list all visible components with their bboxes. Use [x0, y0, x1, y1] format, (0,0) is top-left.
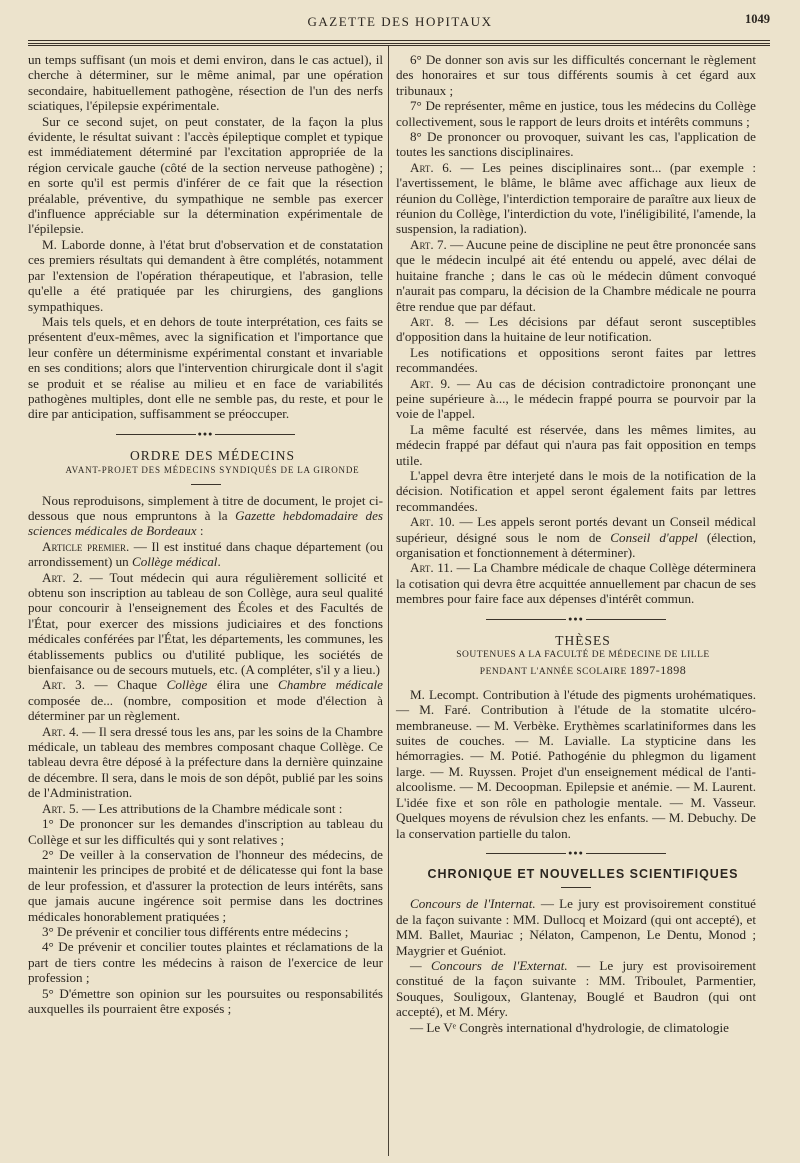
ornament-divider: ●●●	[396, 847, 756, 861]
paragraph: Mais tels quels, et en dehors de toute interprétation, ces faits se présentent d'eux-mêmes, avec la signification et l'importance que leur confère un déterminisme expérimental constant et invariable en ses conditions; alors que l'intervention chirurgicale dont il s'agit se produit et se réalise au milieu et en face de variabilités pathogènes multiples, dont elle ne semble pas, du reste, et pour le dire par anticipation, suffisamment se préoccuper.	[28, 313, 383, 422]
attribution-item: 2° De veiller à la conservation de l'honneur des médecins, de maintenir les principes de probité et de délicatesse qui font la base de leur profession, et d'assurer la protection de leurs intérêts, sans que jamais aucune ingérence soit permise dans les doctrines médicales honorablement pratiquées ;	[28, 846, 383, 924]
attribution-item: 3° De prévenir et concilier tous différents entre médecins ;	[42, 923, 349, 939]
attribution-item: 6° De donner son avis sur les difficultés concernant le règlement des honoraires et sur tous différents soumis à cet égard aux tribunaux ;	[396, 52, 756, 98]
article-6: Art. 6. — Les peines disciplinaires sont... (par exemple : l'avertissement, le blâme, le blâme avec affichage aux lieux de réunion du Collège, l'interdiction temporaire de paraître aux lieux de réunion du Collège, l'interdiction du vote, l'inéligibilité, l'amende, la suspension, la radiation).	[396, 159, 756, 237]
theses-list: M. Lecompt. Contribution à l'étude des pigments urohématiques. — M. Faré. Contribution à l'étude de la stomatite ulcéro-membraneuse. — M. Verbèke. Erythèmes scarlatiniformes dans les suites de couches. — M. Lavialle. La stypticine dans les hémorragies. — M. Potié. Pathogénie du phlegmon du ligament large. — M. Ruyssen. Projet d'un enseignement médical de l'anti-alcoolisme. — M. Decoopman. Epilepsie et anémie. — M. Laurent. L'idée fixe et son rôle en pathologie mentale. — M. Vasseur. Quelques moyens de révulsion chez les enfants. — M. Debuchy. De la conservation partielle du talon.	[396, 686, 756, 841]
theses-title: THÈSES	[555, 632, 611, 648]
right-column	[396, 52, 756, 1035]
attribution-item: 8° De prononcer ou provoquer, suivant les cas, l'application de toutes les sanctions disciplinaires.	[396, 129, 756, 160]
article-9: Art. 9. — Au cas de décision contradictoire prononçant une peine supérieure à..., le médecin frappé pourra se pourvoir par la voie de l'appel.	[396, 375, 756, 422]
news-item: Concours de l'Internat. — Le jury est provisoirement constitué de la façon suivante : MM. Dullocq et Moizard (qui ont accepté), et MM. Ballet, Mauriac ; Nélaton, Campenon, Le Dentu, Monod ; Maygrier et Guéniot.	[396, 896, 756, 958]
theses-subtitle: SOUTENUES A LA FACULTÉ DE MÉDECINE DE LILLE	[456, 650, 710, 661]
column-rule	[388, 46, 389, 1156]
article-8: Art. 8. — Les décisions par défaut seront susceptibles d'opposition dans la huitaine de leur notification.	[396, 313, 756, 345]
paragraph: Les notifications et oppositions seront faites par lettres recommandées.	[396, 344, 756, 376]
article-5: Art. 5. — Les attributions de la Chambre médicale sont :	[42, 800, 343, 816]
article-3: Art. 3. — Chaque Collège élira une Chambre médicale composée de... (nombre, composition et mode d'élection à déterminer par un règlement.	[28, 677, 383, 724]
header-rule	[28, 40, 770, 46]
ornament-divider: ●●●	[28, 428, 383, 442]
paragraph: Sur ce second sujet, on peut constater, de la façon la plus évidente, le résultat suivant : l'accès épileptique complet et typique est immédiatement déterminé par l'excitation appropriée de la région cervicale gauche (côté de la section nerveuse pathogène) ; en sorte qu'il est permis d'inférer de ce fait que la résection préalable, préventive, du sympathique ne semble pas exercer d'influence appréciable sur la détermination expérimentale de l'épilepsie.	[28, 113, 383, 237]
attribution-item: 5° D'émettre son opinion sur les poursuites ou responsabilités auxquelles ils pourraient être exposés ;	[28, 985, 383, 1016]
attribution-item: 7° De représenter, même en justice, tous les médecins du Collège collectivement, sous le rapport de leurs droits et intérêts communs ;	[396, 98, 756, 129]
attribution-item: 1° De prononcer sur les demandes d'inscription au tableau du Collège et sur les difficultés qui y sont relatives ;	[28, 816, 383, 847]
journal-title: GAZETTE DES HOPITAUX	[307, 14, 493, 29]
section-title: ORDRE DES MÉDECINS	[129, 447, 295, 463]
left-column	[28, 52, 383, 1016]
ornament-divider: ●●●	[396, 613, 756, 627]
article-7: Art. 7. — Aucune peine de discipline ne peut être prononcée sans que le médecin inculpé ait été entendu ou appelé, avec délai de huitaine franche ; dans le cas où le médecin dûment convoqué n'aurait pas comparu, la décision de la Chambre médicale ne pourra être rendue que par défaut.	[396, 236, 756, 314]
news-item: — Le Vᵉ Congrès international d'hydrologie, de climatologie	[410, 1019, 729, 1035]
paragraph: M. Laborde donne, à l'état brut d'observation et de constatation ces premiers résultats qui demandent à être complétés, notamment par l'extension de l'opération thérapeutique, et l'abrasion, telle qu'elle a été pratiquée par les chirurgiens, des ganglions sympathiques.	[28, 236, 383, 314]
article-10: Art. 10. — Les appels seront portés devant un Conseil médical supérieur, désigné sous le nom de Conseil d'appel (élection, organisation et fonctionnement à déterminer).	[396, 514, 756, 560]
paragraph: un temps suffisant (un mois et demi environ, dans le cas actuel), il cherche à déterminer, sur le même animal, par une opération secondaire, habituellement pathogène, résection de l'un des nerfs sciatiques, l'épilepsie expérimentale.	[28, 52, 383, 114]
article-1: Article premier. — Il est institué dans chaque département (ou arrondissement) un Collège médical.	[28, 538, 383, 570]
running-head	[30, 14, 770, 34]
paragraph: La même faculté est réservée, dans les mêmes limites, au médecin frappé par défaut qui n'aura pas fait opposition en temps utile.	[396, 421, 756, 468]
attribution-item: 4° De prévenir et concilier toutes plaintes et réclamations de la part de tiers contre les médecins à raison de l'exercice de leur profession ;	[28, 939, 383, 986]
paragraph: L'appel devra être interjeté dans le mois de la notification de la décision. Notification et appel seront également faits par lettres recommandées.	[396, 467, 756, 514]
short-rule	[561, 887, 591, 888]
article-4: Art. 4. — Il sera dressé tous les ans, par les soins de la Chambre médicale, un tableau des membres composant chaque Collège. Ce tableau devra être déposé à la préfecture dans la dernière quinzaine de décembre. Il sera, dans le mois de son dépôt, publié par les soins de l'Administration.	[28, 723, 383, 801]
lead-paragraph: Nous reproduisons, simplement à titre de document, le projet ci-dessous que nous empruntons à la Gazette hebdomadaire des sciences médicales de Bordeaux :	[28, 492, 384, 539]
chronique-title: CHRONIQUE ET NOUVELLES SCIENTIFIQUES	[427, 866, 739, 881]
page-number: 1049	[745, 12, 770, 26]
theses-subtitle-year: PENDANT L'ANNÉE SCOLAIRE 1897-1898	[479, 663, 687, 678]
news-item: — Concours de l'Externat. — Le jury est provisoirement constitué de la façon suivante : MM. Triboulet, Parmentier, Souques, Souligoux, Glantenay, Bouglé et Baudron (qui ont accepté), et M. Méry.	[396, 957, 757, 1020]
article-11: Art. 11. — La Chambre médicale de chaque Collège déterminera la cotisation qui devra être acquittée annuellement par chacun de ses membres pour faire face aux dépenses d'intérêt commun.	[396, 560, 756, 607]
article-2: Art. 2. — Tout médecin qui aura régulièrement sollicité et obtenu son inscription au tableau de son Collège, aura seul qualité pour concourir à l'enseignement des Écoles et des Facultés de l'État, pour exercer des missions judiciaires et des fonctions médicales conférées par l'État, les départements, les communes, les établissements publics ou d'utilité publique, les sociétés de bienfaisance ou de secours mutuels, etc. (A compléter, s'il y a lieu.)	[28, 569, 383, 678]
short-rule	[191, 484, 221, 485]
section-subtitle: AVANT-PROJET DES MÉDECINS SYNDIQUÉS DE LA GIRONDE	[65, 465, 360, 476]
